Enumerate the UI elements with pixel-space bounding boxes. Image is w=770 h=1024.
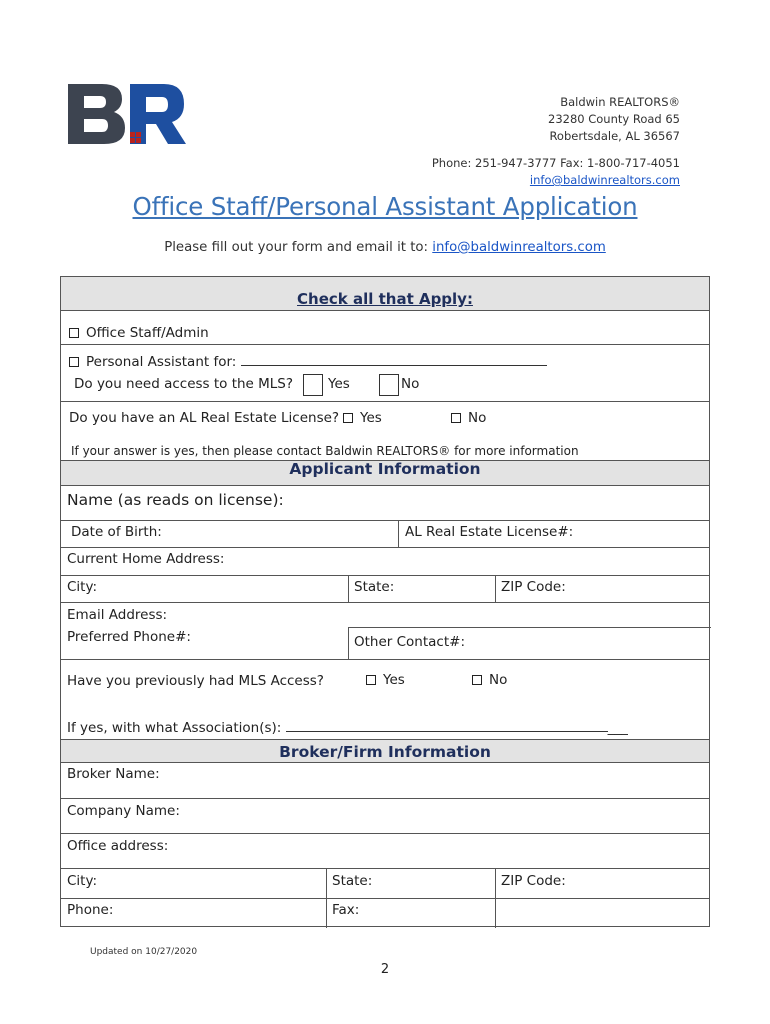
city-label: City:	[67, 579, 98, 595]
company-name-label: Company Name:	[67, 803, 180, 819]
broker-city-label: City:	[67, 873, 98, 889]
instruction-label: Please fill out your form and email it to:	[164, 240, 433, 255]
updated-date: Updated on 10/27/2020	[90, 947, 198, 957]
license-no[interactable]	[451, 410, 486, 426]
org-name: Baldwin REALTORS®	[560, 95, 680, 109]
license-note: If your answer is yes, then please contact Baldwin REALTORS® for more information	[71, 444, 579, 458]
application-form	[60, 276, 710, 927]
checkbox-icon[interactable]	[366, 675, 376, 685]
section-header-applicant: Applicant Information	[61, 460, 709, 486]
broker-fax-label: Fax:	[332, 902, 360, 918]
mls-prev-no-label: No	[489, 672, 508, 688]
page-number: 2	[380, 962, 390, 977]
email-label: Email Address:	[67, 607, 168, 623]
instruction-text	[0, 240, 770, 255]
broker-phone-label: Phone:	[67, 902, 114, 918]
license-number-label: AL Real Estate License#:	[405, 524, 574, 540]
option-office-staff[interactable]	[69, 325, 209, 341]
option-personal-assistant[interactable]	[69, 353, 547, 370]
section-header-broker: Broker/Firm Information	[61, 739, 709, 763]
association-label: If yes, with what Association(s):	[67, 720, 282, 736]
phone-label: Preferred Phone#:	[67, 629, 191, 645]
name-label: Name (as reads on license):	[67, 491, 284, 509]
org-phone-fax: Phone: 251-947-3777 Fax: 1-800-717-4051	[431, 156, 680, 170]
association-field[interactable]	[286, 719, 608, 732]
license-question: Do you have an AL Real Estate License?	[69, 410, 340, 426]
personal-assistant-for-field[interactable]	[241, 353, 547, 366]
logo-letter-b	[68, 84, 125, 144]
instruction-email-link[interactable]: info@baldwinrealtors.com	[432, 240, 606, 255]
mls-prev-yes[interactable]	[366, 672, 405, 688]
state-label: State:	[354, 579, 395, 595]
section-header-check-all: Check all that Apply:	[61, 276, 709, 311]
organization-address	[432, 94, 680, 189]
mls-yes-box[interactable]	[303, 374, 323, 396]
association-tail: ___	[607, 720, 628, 736]
option-personal-assistant-label: Personal Assistant for:	[86, 354, 237, 370]
zip-label: ZIP Code:	[501, 579, 566, 595]
org-city: Robertsdale, AL 36567	[549, 129, 680, 143]
mls-prev-question: Have you previously had MLS Access?	[67, 673, 324, 689]
option-office-staff-label: Office Staff/Admin	[86, 325, 209, 341]
checkbox-icon[interactable]	[69, 357, 79, 367]
association-row	[67, 719, 628, 736]
dob-label: Date of Birth:	[71, 524, 162, 540]
license-yes-label: Yes	[360, 410, 382, 426]
org-email-link[interactable]: info@baldwinrealtors.com	[529, 173, 680, 187]
mls-prev-yes-label: Yes	[383, 672, 405, 688]
mls-no-label: No	[401, 376, 420, 392]
checkbox-icon[interactable]	[451, 413, 461, 423]
license-no-label: No	[468, 410, 487, 426]
checkbox-icon[interactable]	[69, 328, 79, 338]
mls-no-box[interactable]	[379, 374, 399, 396]
mls-prev-no[interactable]	[472, 672, 507, 688]
checkbox-icon[interactable]	[472, 675, 482, 685]
org-street: 23280 County Road 65	[548, 112, 680, 126]
home-address-label: Current Home Address:	[67, 551, 225, 567]
broker-state-label: State:	[332, 873, 373, 889]
mls-question: Do you need access to the MLS?	[74, 376, 294, 392]
mls-yes-label: Yes	[328, 376, 350, 392]
company-logo	[68, 82, 186, 146]
other-contact-label: Other Contact#:	[354, 634, 466, 650]
checkbox-icon[interactable]	[343, 413, 353, 423]
broker-zip-label: ZIP Code:	[501, 873, 566, 889]
broker-name-label: Broker Name:	[67, 766, 160, 782]
office-address-label: Office address:	[67, 838, 169, 854]
page-title: Office Staff/Personal Assistant Application	[132, 192, 638, 221]
license-yes[interactable]	[343, 410, 382, 426]
